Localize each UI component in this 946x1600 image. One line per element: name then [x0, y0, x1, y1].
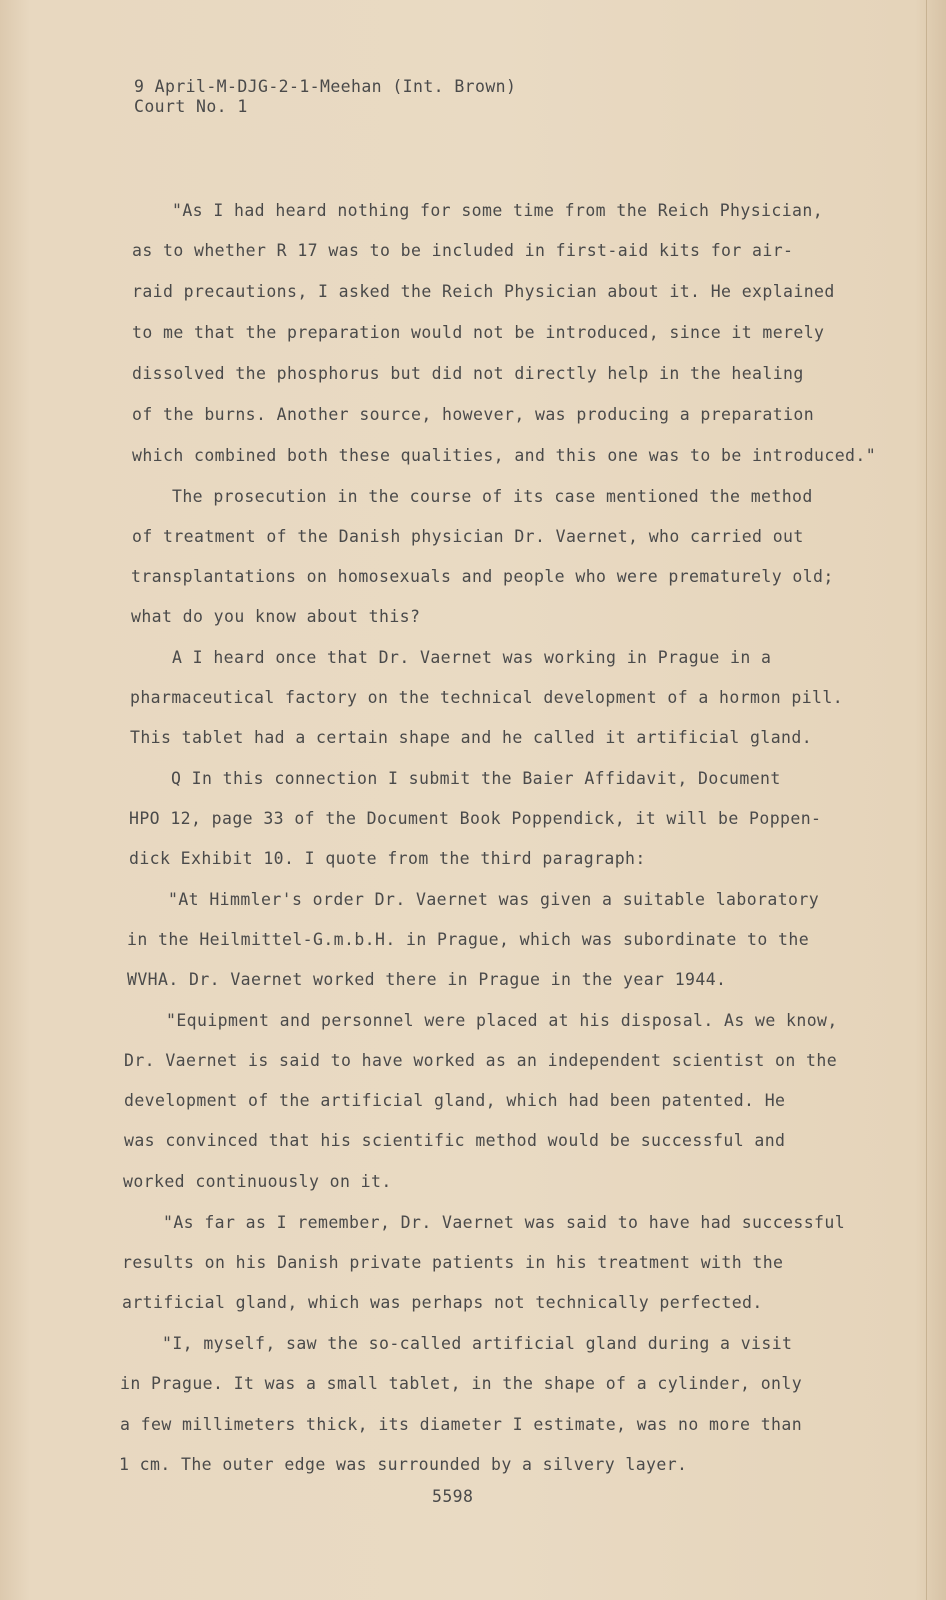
body-line: "I, myself, saw the so-called artificial gland during a visit	[162, 1334, 793, 1353]
header-line-2: Court No. 1	[134, 97, 248, 116]
body-line: in the Heilmittel-G.m.b.H. in Prague, which was subordinate to the	[127, 930, 810, 949]
body-line: "Equipment and personnel were placed at his disposal. As we know,	[166, 1011, 838, 1030]
body-line: to me that the preparation would not be introduced, since it merely	[132, 323, 825, 342]
body-line: of treatment of the Danish physician Dr. Vaernet, who carried out	[132, 527, 804, 546]
body-line: 1 cm. The outer edge was surrounded by a silvery layer.	[119, 1455, 688, 1474]
body-line: was convinced that his scientific method would be successful and	[124, 1131, 786, 1150]
body-line: artificial gland, which was perhaps not technically perfected.	[122, 1293, 763, 1312]
body-line: The prosecution in the course of its case mentioned the method	[172, 487, 813, 506]
body-line: This tablet had a certain shape and he called it artificial gland.	[130, 728, 813, 747]
body-line: which combined both these qualities, and this one was to be introduced."	[132, 446, 877, 465]
body-line: HPO 12, page 33 of the Document Book Poppendick, it will be Poppen-	[129, 809, 822, 828]
body-line: development of the artificial gland, which had been patented. He	[124, 1091, 786, 1110]
body-line: "As far as I remember, Dr. Vaernet was said to have had successful	[163, 1213, 846, 1232]
body-line: raid precautions, I asked the Reich Physician about it. He explained	[132, 282, 835, 301]
body-line: results on his Danish private patients in his treatment with the	[122, 1253, 784, 1272]
body-line: of the burns. Another source, however, was producing a preparation	[132, 405, 815, 424]
body-line: WVHA. Dr. Vaernet worked there in Prague in the year 1944.	[127, 970, 727, 989]
body-line: worked continuously on it.	[123, 1172, 392, 1191]
body-line: "At Himmler's order Dr. Vaernet was given a suitable laboratory	[168, 890, 820, 909]
body-line: as to whether R 17 was to be included in first-aid kits for air-	[132, 241, 794, 260]
header-line-1: 9 April-M-DJG-2-1-Meehan (Int. Brown)	[134, 77, 517, 96]
body-line: "As I had heard nothing for some time from the Reich Physician,	[172, 201, 824, 220]
body-line: pharmaceutical factory on the technical development of a hormon pill.	[130, 688, 844, 707]
body-line: A I heard once that Dr. Vaernet was working in Prague in a	[172, 648, 772, 667]
body-line: a few millimeters thick, its diameter I estimate, was no more than	[120, 1415, 803, 1434]
body-line: dissolved the phosphorus but did not directly help in the healing	[132, 364, 804, 383]
body-line: transplantations on homosexuals and people who were prematurely old;	[131, 567, 834, 586]
page-number: 5598	[432, 1487, 474, 1506]
body-line: in Prague. It was a small tablet, in the shape of a cylinder, only	[120, 1374, 803, 1393]
body-line: Dr. Vaernet is said to have worked as an independent scientist on the	[124, 1051, 838, 1070]
body-line: what do you know about this?	[131, 607, 421, 626]
body-line: dick Exhibit 10. I quote from the third paragraph:	[129, 849, 646, 868]
body-line: Q In this connection I submit the Baier Affidavit, Document	[171, 769, 781, 788]
